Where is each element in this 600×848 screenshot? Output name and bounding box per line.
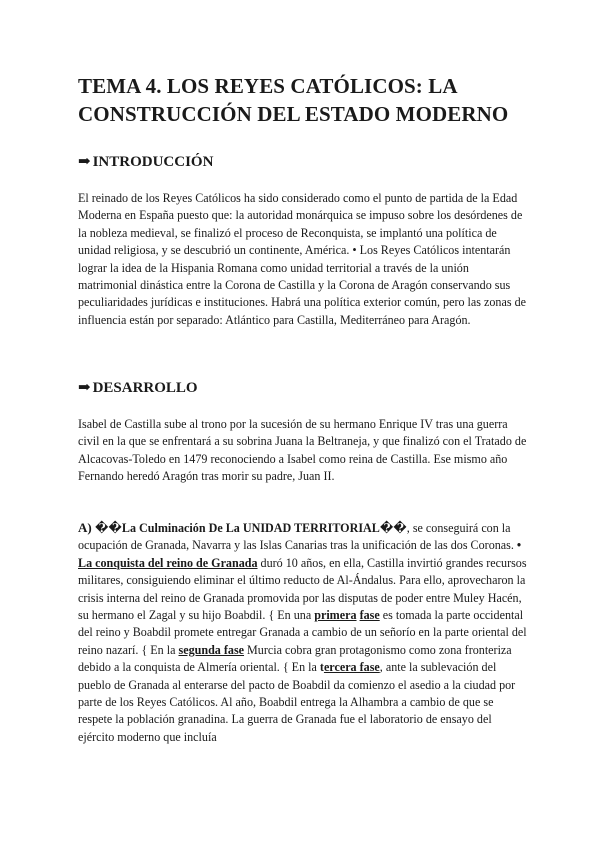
granada-conquest-subheading: La conquista del reino de Granada <box>78 555 258 570</box>
section-a-text-2: duró 10 años, en ella, Castilla invirtió grandes recursos militares, consiguiendo eliminar el último reducto de Al-Ándalus. Para ello, aprovecharon la crisis interna del reino de Granada promovida por las disputas de poder entre Muley Hacén, su hermano el Zagal y su hijo Boabdil. { En una <box>78 555 527 623</box>
development-paragraph: Isabel de Castilla sube al trono por la sucesión de su hermano Enrique IV tras una guerra civil en la que se enfrentará a su sobrina Juana la Beltraneja, y que finalizó con el Tratado de Alcacovas-Toledo en 1479 reconociendo a Isabel como reina de Castilla. Ese mismo año Fernando heredó Aragón tras morir su padre, Juan II. <box>78 417 527 484</box>
arrow-right-icon: ➡ <box>78 380 91 396</box>
section-a-paragraph <box>78 519 530 746</box>
section-a-text-1: , se conseguirá con la ocupación de Granada, Navarra y las Islas Canarias tras la unificación de las dos Coronas. <box>78 521 517 553</box>
bullet: • <box>516 538 522 553</box>
development-heading-label: DESARROLLO <box>92 380 198 396</box>
second-phase: segunda fase <box>178 642 245 657</box>
section-letter: A) <box>78 520 95 535</box>
section-a-text-3: es tomada la parte occidental del reino y Boabdil promete entregar Granada a cambio de un señorío en la parte oriental del reino nazarí. { En la <box>78 608 527 657</box>
third-phase: ercera fase <box>323 660 380 675</box>
first-phase-word-1: primera <box>314 608 357 623</box>
arrow-right-icon: ➡ <box>78 154 91 170</box>
page-title: TEMA 4. LOS REYES CATÓLICOS: LA CONSTRUCCIÓN DEL ESTADO MODERNO <box>78 74 509 126</box>
development-heading <box>78 378 198 398</box>
first-phase-word-2: fase <box>359 608 380 623</box>
section-a-heading: ��La Culminación De La UNIDAD TERRITORIAL�� <box>94 521 407 535</box>
intro-heading <box>78 152 213 172</box>
intro-paragraph: El reinado de los Reyes Católicos ha sido considerado como el punto de partida de la Edad Moderna en España puesto que: la autoridad monárquica se impuso sobre los desórdenes de la nobleza medieval, se finalizó el proceso de Reconquista, se implantó una política de unidad religiosa, y se descubrió un continente, América. • Los Reyes Católicos intentarán lograr la idea de la Hispania Romana como unidad territorial a través de la unión matrimonial dinástica entre la Corona de Castilla y la Corona de Aragón conservando sus peculiaridades jurídicas e instituciones. Habrá una política exterior común, pero las zonas de influencia están por separado: Atlántico para Castilla, Mediterráneo para Aragón. <box>78 191 526 327</box>
section-a-text-4: Murcia cobra gran protagonismo como zona fronteriza debido a la conquista de Almería oriental. { En la <box>78 642 512 675</box>
section-a-text-5: , ante la sublevación del pueblo de Granada al enterarse del pacto de Boabdil da comienzo el asedio a la ciudad por parte de los Reyes Católicos. Al año, Boabdil entrega la Alhambra a cambio de que se respete la población granadina. La guerra de Granada fue el laboratorio de ensayo del ejército moderno que incluía <box>78 660 516 744</box>
third-phase-initial: t <box>319 660 324 675</box>
intro-heading-label: INTRODUCCIÓN <box>92 154 214 170</box>
